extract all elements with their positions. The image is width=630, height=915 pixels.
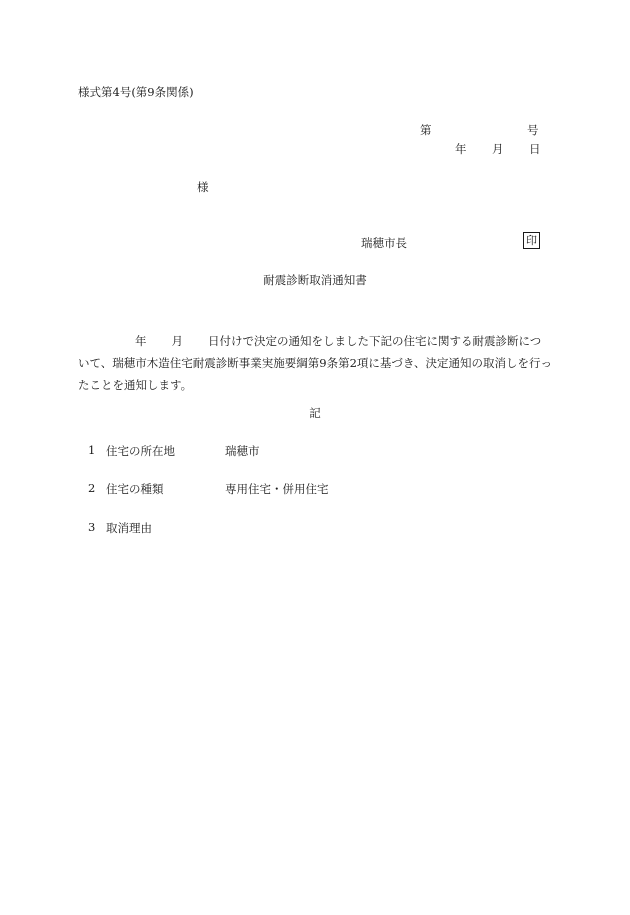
date-day-label: 日 [529,142,541,156]
item-3-label: 取消理由 [106,521,152,535]
issuer-name: 瑞穂市長 [361,236,407,250]
item-2-label: 住宅の種類 [106,482,164,496]
form-number: 様式第4号(第9条関係) [78,85,194,99]
item-1-number: 1 [88,443,96,457]
item-1-label: 住宅の所在地 [106,444,175,458]
addressee-honorific: 様 [197,180,209,194]
body-year-label: 年 [135,334,147,348]
body-line-2: いて、瑞穂市木造住宅耐震診断事業実施要綱第9条第2項に基づき、決定通知の取消しを行っ [78,356,552,370]
date-year-label: 年 [455,142,467,156]
document-title: 耐震診断取消通知書 [263,273,367,287]
item-3-number: 3 [88,520,96,534]
body-line-3: たことを通知します。 [78,378,193,392]
body-paragraph [78,330,553,396]
item-2-number: 2 [88,481,96,495]
body-line-1-text: 日付けで決定の通知をしました下記の住宅に関する耐震診断につ [208,334,542,348]
body-month-label: 月 [171,334,183,348]
document-number-suffix: 号 [527,123,539,137]
ki-heading: 記 [309,406,321,420]
document-number-prefix: 第 [420,123,432,137]
seal-stamp: 印 [523,232,540,249]
item-1-value: 瑞穂市 [225,444,260,458]
date-month-label: 月 [492,142,504,156]
body-line-1 [78,330,553,352]
item-2-value: 専用住宅・併用住宅 [225,482,329,496]
